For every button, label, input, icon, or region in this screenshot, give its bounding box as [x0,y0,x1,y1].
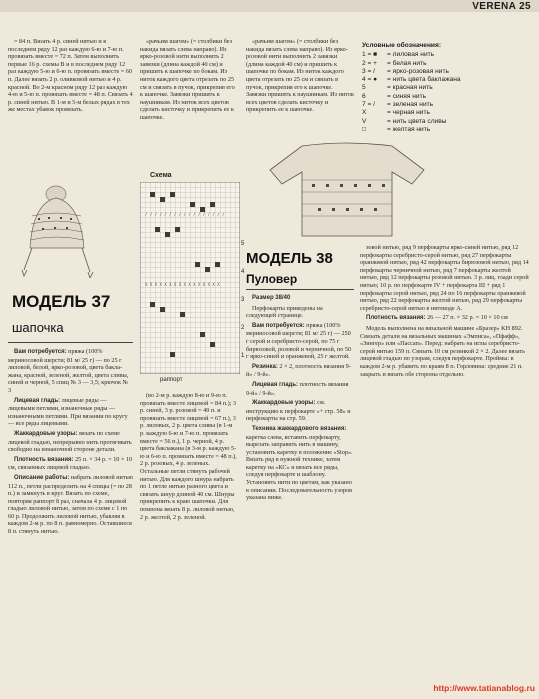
legend [362,42,512,134]
scheme-number: 3 [241,297,245,303]
legend-symbol: □ [362,125,366,133]
magazine-header: VERENA 25 [472,1,531,12]
legend-item [362,68,512,76]
legend-item [362,118,512,126]
watermark-url: http://www.tatianablog.ru [433,683,535,693]
legend-text: = ярко-розовая нить [387,67,449,75]
legend-text: = красная нить [387,84,433,92]
legend-symbol: 5 [362,84,366,92]
model37-subtitle: шапочка [12,320,64,335]
model37-title: МОДЕЛЬ 37 [12,292,111,311]
work-text: набрать лиловой нитью 112 п., петли распределить на 4 спицы (= по 28 п.) и замкнуть в круг. Вязать по схеме, повторяя раппорт 8 раз, сначала 4 р. лицевой гладью лиловой нитью, затем по схеме с 1 по 60 р. Продолжить лиловой нитью, убавляя в каждом 2-м р. по 8 п. равномерно. Оставшиеся 8 п. стянуть нитью. [8,473,133,536]
m38-jacquard-label: Жаккардовые узоры: [252,400,316,407]
intro-text: Перфокарты приведены на следующей странице. [246,304,323,320]
scheme-number: 5 [241,241,245,247]
legend-text: = черная нить [387,109,430,117]
scheme-row-numbers [241,230,244,370]
jacquard-text: вязать по схеме лицевой гладью, непрерывно нить протягивать свободно на изнаночной стороне детали. [8,429,132,454]
stitch-text: плотность вязания 9-й» / 9-й». [246,380,349,397]
scheme-label: Схема [150,172,172,179]
mid-bottom-text [140,392,238,692]
materials-text: пряжа (100% мериносовой шерсти; 81 м/ 25 г) — по 25 г лиловой, белой, ярко-розовой, цвета бакла-жана, красной, зеленой, желтой, цвета сливы, синей и черной, 5 спиц № 3 — 3,5; крючок № 3 [8,348,129,394]
pattern-label: Лицевая гладь: [14,397,61,404]
materials-label: Вам потребуется: [14,349,67,355]
model38-title: МОДЕЛЬ 38 [246,250,333,267]
model38-continued [360,244,530,682]
legend-symbol: 3 = / [362,67,376,75]
legend-item [362,60,512,68]
legend-item [362,84,512,92]
col-a-text: зовой нитью, ряд 9 перфокарты ярко-синей нитью, ряд 12 перфокарты серебристо-серой нитью, ряд 27 перфокарты оранжевой нитью, ряд 42 перфокарты бирюзовой нитью, ряд 14 перфокарты черничной нитью, ряд 7 перфокарты желтой нитью, ряд 12 перфокарты розовой нитью. 3 р. лиц. глади серой нитью; 10 р. по перфокарте IV + перфокарта III + ряд 1 перфокарты серой нитью, ряд 24 по 16 перфокарты оранжевой нитью, ряд 22 перфокарты желтой нитью, ряд 29 перфокарты серебристо-серой нитью в нитеводе А. [360,244,529,312]
work-text: Модель выполнена на вязальной машине «Бразер» KH 892. Связать детали на вязальных машинах «Эмписа», «Пфафф», «Зингер» или «Пассап». Перед: набрать на иглы серебристо-серой нитью 159 п. Связать 10 см резинкой 2 × 2. Далее вязать лицевой гладью по узорам, следуя перфокарте. Проймы: в каждом 2-м р. убавить по краям 8 п. Горловина: средние 21 п. закрыть и вязать обе стороны отдельно. [360,324,525,378]
legend-symbol: 1 = ■ [362,51,378,59]
technique-label: Техника жаккардового вязания: [252,425,347,432]
legend-item [362,93,512,101]
top-band [0,0,539,12]
m38-jacquard-text: см. инструкцию к перфокарте «+ стр. 58» и перфокарты на стр. 59. [246,399,351,423]
model37-instructions [8,348,133,688]
scheme-number: 4 [241,269,245,275]
model38-rule [246,289,354,290]
legend-text: = нить цвета сливы [387,117,447,125]
work-label: Описание работы: [14,474,70,481]
rib-text: 2 × 2, плотность вязания 9-й» / 9-й». [246,362,351,379]
legend-item [362,51,512,59]
model38-subtitle: Пуловер [246,272,298,286]
legend-symbol: 4 = ● [362,76,378,84]
rib-label: Резинка: [252,363,278,370]
density-label: Плотность вязания: [14,456,74,463]
knitting-scheme [140,182,240,374]
legend-item [362,109,512,117]
scheme-number: 2 [241,325,245,331]
legend-text: = нить цвета баклажана [387,76,461,84]
mid-top-text [140,38,238,166]
size-text: Размер 38/40 [252,295,291,301]
legend-text: = белая нить [387,59,427,67]
legend-text: = зеленая нить [387,101,434,109]
model38-instructions [246,294,354,690]
mid-top-paragraph: «рачьим шагом» (= столбики без накида вязать слева направо). Из ярко-розовой нити выполнить 2 завязки (длина каждой 40 см) и пришить к шапочке по бокам. Из ниток каждого цвета отрезать по 25 см и связать в пучок, прикрепив его к шапочке. Завязки пришить к наушникам. Из ниток всех цветов сделать кисточку и прикрепить ее к шапочке. [140,38,235,121]
m38-materials-text: пряжа (100% мериносовой шерсти; 81 м/ 25 г) — 250 г серой и серебристо-серой, по 75 г бирюзовой, розовой и черничной, по 50 г ярко-синей и оранжевой, 25 г желтой. [246,321,352,361]
model37-continued: = 84 п. Вязать 4 р. синей нитью и в последнем ряду 12 раз каждую 6-ю и 7-ю п. провязать вместе = 72 п. Затем выполнить первые 16 р. схемы В и в последнем ряду 12 раз каждую 5-ю и 6-ю п. провязать вместе = 60 п. Далее вязать 2 р. оливковой нитью и 4 р. красной. Во 2-м красном ряду 12 раз каждую 4-ю и 5-ю п. провязать вместе = 48 п. Связать 4 р. синей нитью. В 1-м и 5-м белых рядах в тех же местах убавок провязать. [8,38,133,114]
legend-title: Условные обозначения: [362,42,442,49]
legend-symbol: 2 = + [362,59,378,67]
mid-bottom-paragraph: (во 2-м р. каждую 8-ю и 9-ю п. провязать вместе лицевой = 84 п.); 3 р. синей, 3 р. розовой = 49 п. и провязать вместе лицевой = 67 п.), 3 р. лиловых, 2 р. цвета сливы (в 1-м р. каждую 6-ю и 7-ю п. провязать вместе = 56 п.), 1 р. черной, 4 р. цвета баклажана (в 3-м р. каждую 5-ю и 6-ю п. провязать вместе = 48 п.), 2 р. розовых, 4 р. зеленых. Остальные петли стянуть рабочей нитью. Для каждого шнура набрать по 1 петле нитью разного цвета и связать шнур длиной 40 см. Шнуры прикрепить к краю шапочки. Для помпона вязать 8 р. лиловой нитью, 2 р. желтой, 2 р. зеленой. [140,392,237,521]
col3-top-text [246,38,354,148]
svg-text:X X X X X X X X X X X X X X X: X X X X X X X X X X X X X X X X [145,282,220,287]
density-text: 25 п. × 34 р. = 10 × 10 см, связанных лицевой гладью. [8,455,133,472]
legend-item [362,76,512,84]
pattern-text: лицевые ряды — лицевыми петлями, изнаночные ряды — изнаночными петлями. При вязании по кругу — все ряды лицевыми. [8,396,128,428]
legend-text: = лиловая нить [387,51,435,59]
svg-text:/ / / / / / / / / / / / / / /: / / / / / / / / / / / / / / / / / [145,212,225,217]
rapport-label: раппорт [160,377,183,383]
col3-top-paragraph: «рачьим шагом» (= столбики без накида вязать слева направо). Из ярко-розовой нити выполнить 2 завязки (длина каждой 40 см) и пришить к шапочке по бокам. Из ниток каждого цвета отрезать по 25 см и связать в пучок, прикрепив его к шапочке. Завязки пришить к наушникам. Из ниток всех цветов сделать кисточку и прикрепить ее к шапочке. [246,38,354,114]
legend-symbol: 6 [362,92,366,100]
legend-symbol: 7 = / [362,101,376,109]
pullover-illustration [262,140,432,238]
legend-text: = желтая нить [387,125,431,133]
m38-density-text: 26 — 27 п. × 32 р. = 10 × 10 см [427,314,508,322]
legend-symbol: V [362,117,367,125]
m38-density-label: Плотность вязания: [366,315,426,322]
hat-illustration [8,168,128,278]
jacquard-label: Жаккардовые узоры: [14,430,78,437]
technique-text: каретка слева, вставить перфокарту, вырезать заправить нить в машину, установить каретку в положение «Stop». Вязать ряд в нужной технике, затем каретку на «КС» и вязать все ряды, следуя перфокарте и шаблону. Установить нити по цветам, как указано в описании. Последовательность узоров указана ниже. [246,433,353,502]
model37-rule [8,342,133,343]
legend-item [362,101,512,109]
legend-symbol: X [362,109,367,117]
m38-materials-label: Вам потребуется: [252,322,305,329]
stitch-label: Лицевая гладь: [252,381,299,388]
legend-text: = синяя нить [387,92,427,100]
model37-intro-text [8,38,133,158]
scheme-number: 1 [241,353,245,359]
legend-item [362,126,512,134]
